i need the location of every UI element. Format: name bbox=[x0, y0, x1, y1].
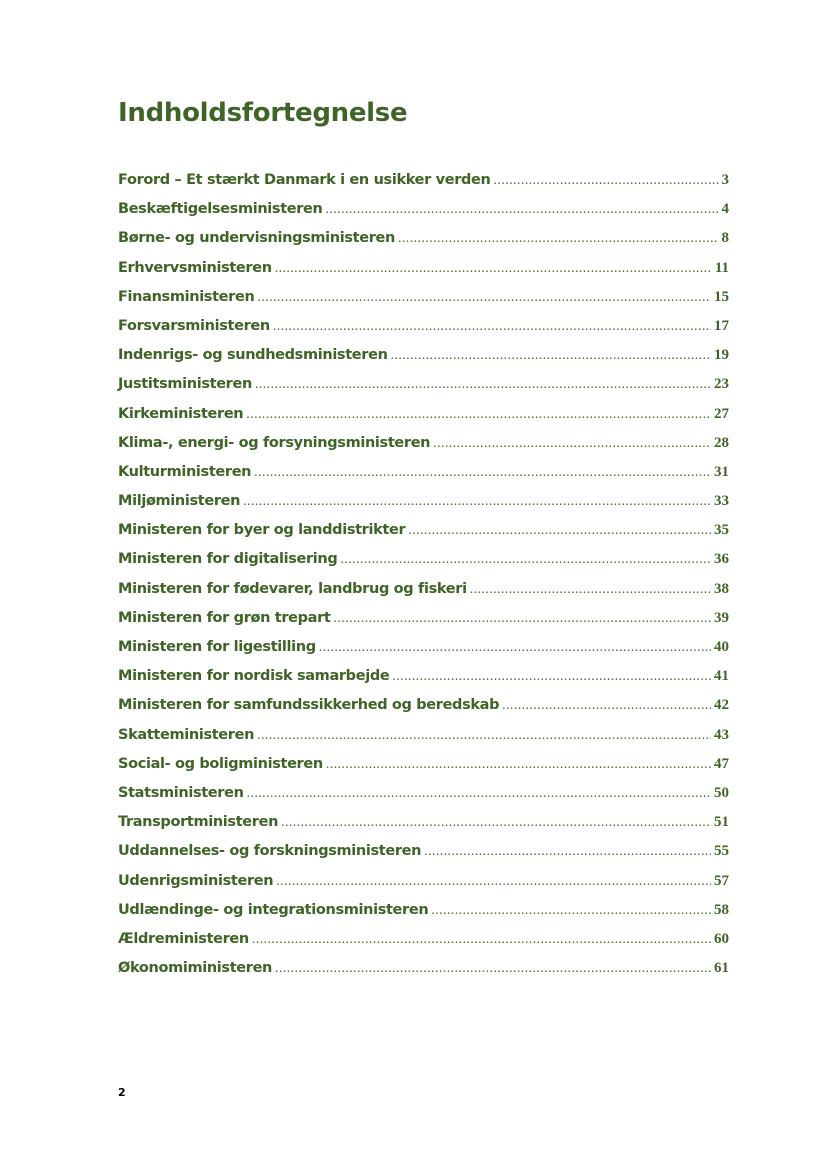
dot-leader bbox=[334, 604, 712, 633]
toc-entry-title: Ministeren for samfundssikkerhed og beredskab bbox=[118, 697, 500, 714]
toc-entry-page: 4 bbox=[721, 201, 729, 218]
dot-leader bbox=[247, 779, 711, 808]
toc-entry-title: Kulturministeren bbox=[118, 463, 252, 480]
dot-leader bbox=[398, 224, 719, 253]
toc-entry-title: Ministeren for byer og landdistrikter bbox=[118, 522, 406, 539]
toc-entry-title: Erhvervsministeren bbox=[118, 259, 272, 276]
toc-entry-title: Ministeren for fødevarer, landbrug og fiskeri bbox=[118, 580, 467, 597]
toc-entry[interactable] bbox=[118, 312, 729, 341]
toc-entry-page: 47 bbox=[714, 755, 729, 772]
toc-entry[interactable] bbox=[118, 429, 729, 458]
toc-entry-page: 60 bbox=[714, 930, 729, 947]
dot-leader bbox=[275, 254, 712, 283]
dot-leader bbox=[326, 750, 711, 779]
toc-entry-page: 33 bbox=[714, 493, 729, 510]
toc-entry[interactable] bbox=[118, 341, 729, 370]
toc-entry-page: 27 bbox=[714, 405, 729, 422]
dot-leader bbox=[273, 312, 711, 341]
toc-entry-page: 58 bbox=[714, 901, 729, 918]
dot-leader bbox=[243, 487, 711, 516]
dot-leader bbox=[276, 867, 711, 896]
toc-entry-title: Miljøministeren bbox=[118, 493, 241, 510]
toc-entry-title: Statsministeren bbox=[118, 784, 244, 801]
toc-entry-title: Finansministeren bbox=[118, 288, 255, 305]
dot-leader bbox=[470, 575, 711, 604]
toc-entry[interactable] bbox=[118, 604, 729, 633]
toc-entry-title: Økonomiministeren bbox=[118, 960, 273, 977]
dot-leader bbox=[424, 837, 711, 866]
toc-entry-title: Udlændinge- og integrationsministeren bbox=[118, 901, 429, 918]
page-title: Indholdsfortegnelse bbox=[118, 98, 408, 128]
dot-leader bbox=[246, 400, 711, 429]
toc-entry[interactable] bbox=[118, 400, 729, 429]
table-of-contents bbox=[118, 166, 729, 983]
toc-entry[interactable] bbox=[118, 166, 729, 195]
toc-entry-page: 31 bbox=[714, 463, 729, 480]
toc-entry-page: 40 bbox=[714, 639, 729, 655]
toc-entry-page: 61 bbox=[714, 960, 729, 977]
toc-entry[interactable] bbox=[118, 662, 729, 691]
toc-entry[interactable] bbox=[118, 750, 729, 779]
dot-leader bbox=[494, 166, 719, 195]
toc-entry-page: 36 bbox=[714, 551, 729, 568]
toc-entry[interactable] bbox=[118, 867, 729, 896]
toc-entry[interactable] bbox=[118, 925, 729, 954]
toc-entry-title: Klima-, energi- og forsyningsministeren bbox=[118, 434, 431, 451]
toc-entry[interactable] bbox=[118, 195, 729, 224]
dot-leader bbox=[392, 662, 711, 691]
toc-entry[interactable] bbox=[118, 575, 729, 604]
toc-entry[interactable] bbox=[118, 633, 729, 662]
toc-entry-title: Forord – Et stærkt Danmark i en usikker verden bbox=[118, 172, 491, 188]
toc-entry-title: Justitsministeren bbox=[118, 376, 252, 393]
dot-leader bbox=[326, 195, 719, 224]
dot-leader bbox=[340, 545, 711, 574]
toc-entry-page: 57 bbox=[714, 872, 729, 889]
toc-entry-title: Ministeren for nordisk samarbejde bbox=[118, 668, 390, 685]
dot-leader bbox=[408, 516, 711, 545]
toc-entry[interactable] bbox=[118, 779, 729, 808]
toc-entry-page: 38 bbox=[714, 580, 729, 597]
toc-entry-page: 17 bbox=[714, 317, 729, 334]
toc-entry[interactable] bbox=[118, 458, 729, 487]
toc-entry[interactable] bbox=[118, 954, 729, 983]
toc-entry[interactable] bbox=[118, 370, 729, 399]
toc-entry-title: Børne- og undervisningsministeren bbox=[118, 230, 395, 247]
dot-leader bbox=[257, 721, 711, 750]
toc-entry[interactable] bbox=[118, 808, 729, 837]
toc-entry-page: 41 bbox=[714, 668, 729, 685]
toc-entry-title: Ældreministeren bbox=[118, 930, 249, 947]
toc-entry[interactable] bbox=[118, 721, 729, 750]
toc-entry-title: Beskæftigelsesministeren bbox=[118, 201, 323, 218]
toc-entry-page: 43 bbox=[714, 726, 729, 743]
dot-leader bbox=[391, 341, 711, 370]
dot-leader bbox=[502, 691, 711, 720]
dot-leader bbox=[252, 925, 711, 954]
toc-entry[interactable] bbox=[118, 283, 729, 312]
toc-entry[interactable] bbox=[118, 516, 729, 545]
toc-entry-title: Udenrigsministeren bbox=[118, 872, 274, 889]
toc-entry[interactable] bbox=[118, 224, 729, 253]
toc-entry-title: Uddannelses- og forskningsministeren bbox=[118, 843, 422, 860]
toc-entry-page: 55 bbox=[714, 843, 729, 860]
toc-entry-page: 19 bbox=[714, 347, 729, 364]
toc-entry[interactable] bbox=[118, 691, 729, 720]
toc-entry-page: 42 bbox=[714, 697, 729, 714]
toc-entry-page: 11 bbox=[714, 259, 729, 276]
toc-entry-title: Ministeren for digitalisering bbox=[118, 551, 338, 568]
toc-entry-title: Ministeren for ligestilling bbox=[118, 639, 316, 655]
toc-entry[interactable] bbox=[118, 545, 729, 574]
dot-leader bbox=[281, 808, 711, 837]
toc-entry-page: 50 bbox=[714, 784, 729, 801]
toc-entry-page: 8 bbox=[721, 230, 729, 247]
toc-entry-page: 23 bbox=[714, 376, 729, 393]
dot-leader bbox=[257, 283, 711, 312]
toc-entry-page: 28 bbox=[714, 434, 729, 451]
toc-entry-title: Forsvarsministeren bbox=[118, 317, 270, 334]
toc-entry-page: 39 bbox=[714, 609, 729, 626]
toc-entry[interactable] bbox=[118, 837, 729, 866]
toc-entry-title: Ministeren for grøn trepart bbox=[118, 609, 331, 626]
toc-entry-title: Skatteministeren bbox=[118, 726, 255, 743]
toc-entry-title: Social- og boligministeren bbox=[118, 755, 323, 772]
toc-entry-page: 51 bbox=[714, 814, 729, 831]
toc-entry[interactable] bbox=[118, 487, 729, 516]
toc-entry-title: Transportministeren bbox=[118, 814, 279, 831]
dot-leader bbox=[431, 896, 711, 925]
toc-entry[interactable] bbox=[118, 254, 729, 283]
toc-entry-page: 35 bbox=[714, 522, 729, 539]
toc-entry[interactable] bbox=[118, 896, 729, 925]
toc-entry-page: 15 bbox=[714, 288, 729, 305]
dot-leader bbox=[433, 429, 711, 458]
toc-entry-page: 3 bbox=[721, 172, 729, 188]
dot-leader bbox=[255, 370, 711, 399]
toc-entry-title: Kirkeministeren bbox=[118, 405, 244, 422]
dot-leader bbox=[275, 954, 711, 983]
page-number: 2 bbox=[118, 1086, 126, 1099]
toc-entry-title: Indenrigs- og sundhedsministeren bbox=[118, 347, 388, 364]
dot-leader bbox=[254, 458, 711, 487]
dot-leader bbox=[319, 633, 711, 662]
